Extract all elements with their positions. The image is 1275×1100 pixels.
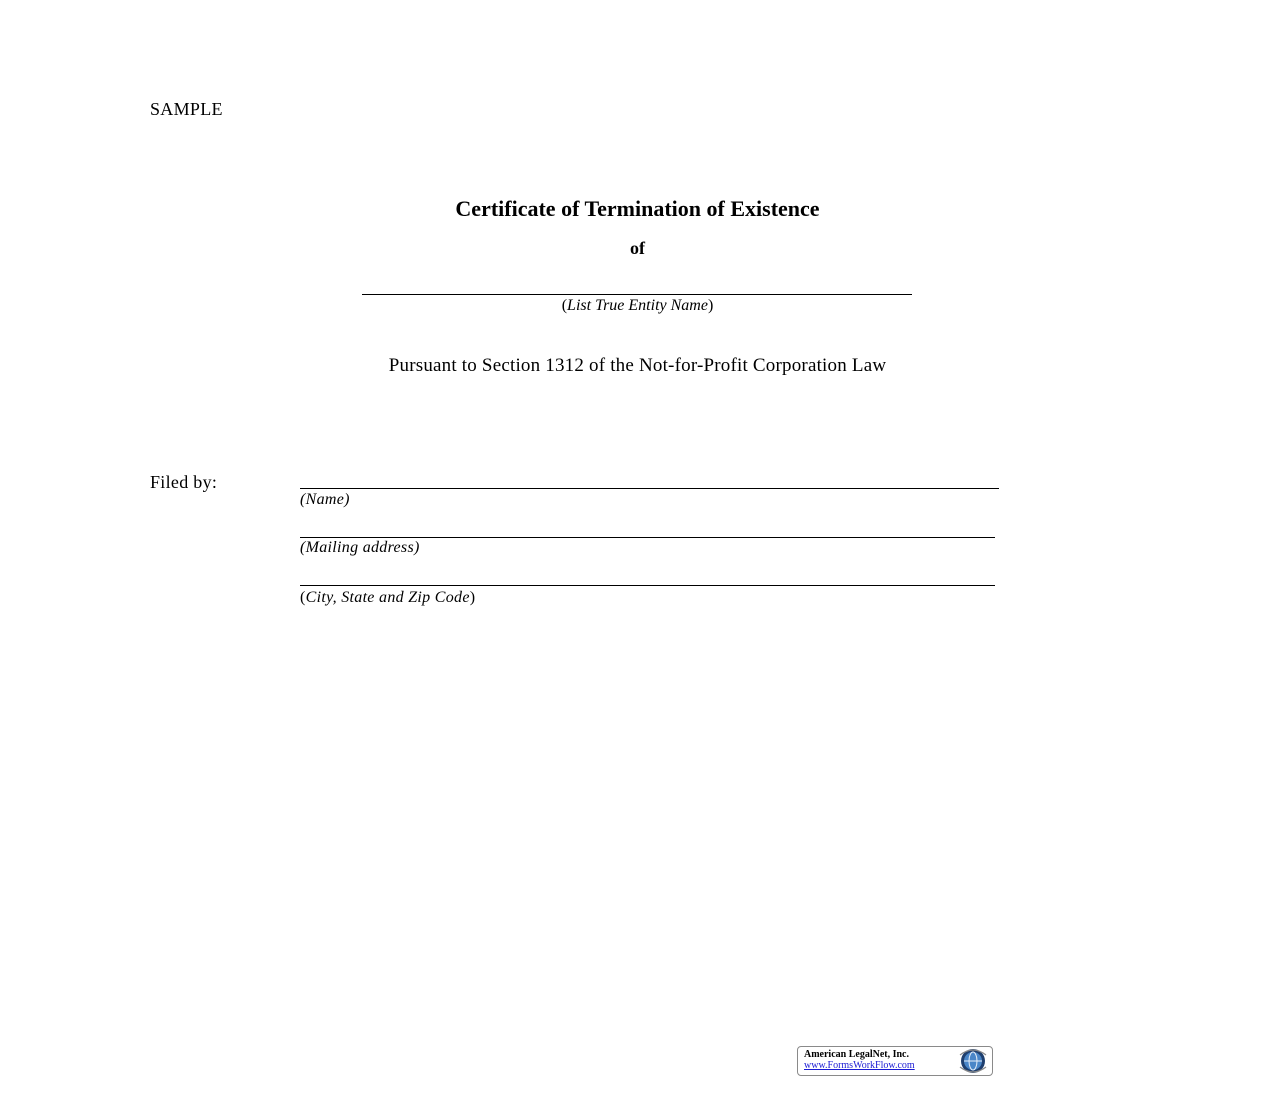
filer-name-caption: (Name) xyxy=(300,491,350,508)
filer-name-line[interactable] xyxy=(300,488,999,489)
city-state-zip-line[interactable] xyxy=(300,585,995,586)
entity-name-caption: (List True Entity Name) xyxy=(561,297,714,314)
city-state-zip-caption: (City, State and Zip Code) xyxy=(300,589,476,606)
logo-url-link[interactable]: www.FormsWorkFlow.com xyxy=(804,1060,915,1071)
statute-reference: Pursuant to Section 1312 of the Not-for-Profit Corporation Law xyxy=(388,355,887,376)
logo-company-name: American LegalNet, Inc. xyxy=(804,1049,909,1060)
document-title: Certificate of Termination of Existence xyxy=(455,196,820,221)
title-of: of xyxy=(630,238,645,258)
globe-icon xyxy=(954,1047,990,1075)
city-state-zip-caption-text: City, State and Zip Code xyxy=(305,589,470,606)
entity-name-line[interactable] xyxy=(362,294,912,295)
mailing-address-line[interactable] xyxy=(300,537,995,538)
filed-by-label: Filed by: xyxy=(150,472,218,492)
american-legalnet-logo[interactable] xyxy=(797,1046,993,1076)
sample-label: SAMPLE xyxy=(150,99,223,119)
mailing-address-caption: (Mailing address) xyxy=(300,539,420,556)
entity-name-caption-text: List True Entity Name xyxy=(567,297,708,314)
